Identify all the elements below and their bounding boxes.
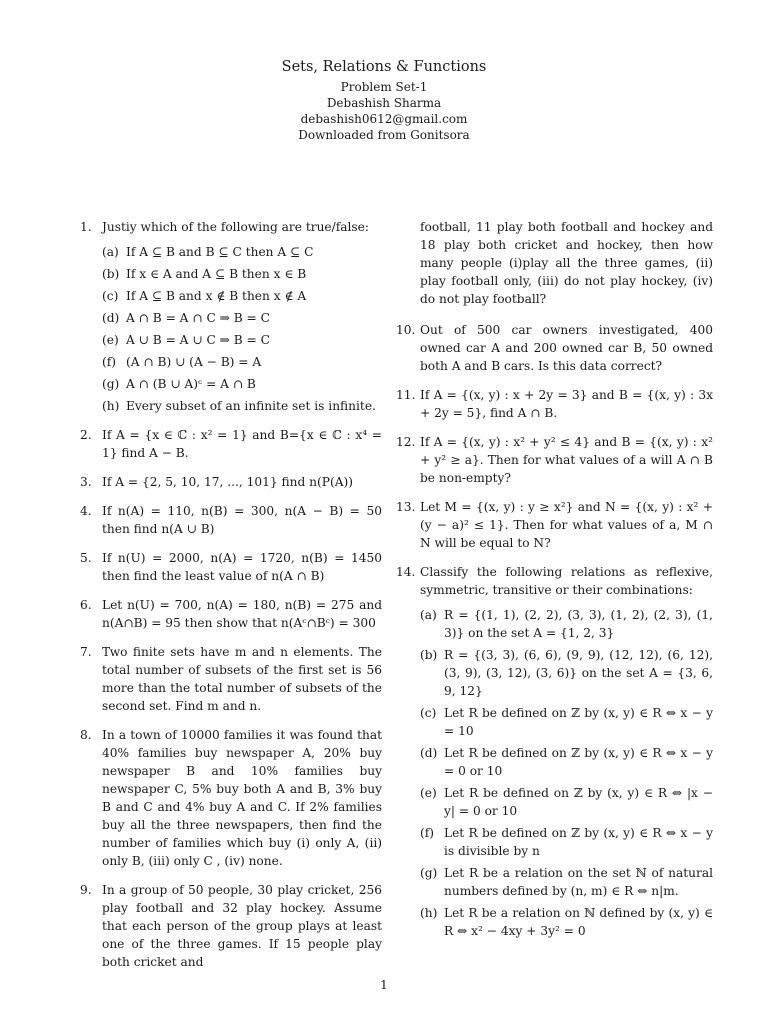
problem-text: Two finite sets have m and n elements. The total number of subsets of the first set is 56 more than the total number of subsets of the second set. Find m and n.: [102, 645, 382, 713]
author-name: Debashish Sharma: [326, 96, 442, 110]
problem-14-part-d: [420, 744, 713, 780]
problem-5: [80, 549, 382, 585]
problem-1: [80, 218, 382, 415]
problem-14-part-b: [420, 646, 713, 700]
left-column: [80, 218, 382, 982]
problem-number: 2.: [80, 428, 92, 442]
problem-14-part-g: [420, 864, 713, 900]
part-text: Let R be defined on ℤ by (x, y) ∈ R ⇔ x − y = 10: [444, 706, 713, 738]
problem-8: [80, 726, 382, 870]
problem-number: 14.: [396, 565, 416, 579]
problem-13: [398, 498, 713, 552]
right-column: [398, 218, 713, 951]
problem-14-part-a: [420, 606, 713, 642]
problem-10: [398, 321, 713, 375]
problem-number: 9.: [80, 883, 92, 897]
problem-1-part-f: [102, 353, 382, 371]
part-text: Let R be a relation on ℕ defined by (x, y) ∈ R ⇔ x² − 4xy + 3y² = 0: [444, 906, 713, 938]
problem-set-label: Problem Set-1: [340, 80, 428, 94]
part-text: A ∪ B = A ∪ C ⇒ B = C: [126, 333, 270, 347]
author-email: debashish0612@gmail.com: [300, 112, 468, 126]
part-text: (A ∩ B) ∪ (A − B) = A: [126, 355, 262, 369]
problem-7: [80, 643, 382, 715]
part-label: (e): [102, 333, 119, 347]
problem-text: Let M = {(x, y) : y ≥ x²} and N = {(x, y) : x² + (y − a)² ≤ 1}. Then for what values of a, M ∩ N will be equal to N?: [420, 500, 713, 550]
problem-number: 8.: [80, 728, 92, 742]
part-text: Let R be defined on ℤ by (x, y) ∈ R ⇔ x − y is divisible by n: [444, 826, 713, 858]
part-text: R = {(1, 1), (2, 2), (3, 3), (1, 2), (2, 3), (1, 3)} on the set A = {1, 2, 3}: [444, 608, 713, 640]
part-text: Every subset of an infinite set is infinite.: [126, 399, 376, 413]
problem-number: 12.: [396, 435, 416, 449]
problem-number: 1.: [80, 220, 92, 234]
problem-11: [398, 386, 713, 422]
part-label: (c): [420, 706, 437, 720]
problem-text: If A = {2, 5, 10, 17, ..., 101} find n(P(A)): [102, 475, 354, 489]
part-label: (h): [420, 906, 438, 920]
problem-number: 6.: [80, 598, 92, 612]
problem-number: 10.: [396, 323, 416, 337]
part-label: (b): [420, 648, 438, 662]
problem-text: If n(U) = 2000, n(A) = 1720, n(B) = 1450 then find the least value of n(A ∩ B): [102, 551, 382, 583]
problem-text: If A = {x ∈ ℂ : x² = 1} and B={x ∈ ℂ : x⁴ = 1} find A − B.: [102, 428, 382, 460]
part-label: (d): [102, 311, 120, 325]
problem-text: In a town of 10000 families it was found that 40% families buy newspaper A, 20% buy newspaper B and 10% families buy newspaper C, 5% buy both A and B, 3% buy B and C and 4% buy A and C. If 2% families buy all the three newspapers, then find the number of families which buy (i) only A, (ii) only B, (iii) only C , (iv) none.: [102, 728, 382, 868]
part-label: (a): [102, 245, 119, 259]
part-label: (g): [102, 377, 120, 391]
problem-6: [80, 596, 382, 632]
problem-text: Justiy which of the following are true/false:: [102, 220, 369, 234]
part-text: If x ∈ A and A ⊆ B then x ∈ B: [126, 267, 307, 281]
part-label: (f): [102, 355, 117, 369]
document-header: [0, 58, 768, 143]
problem-9: [80, 881, 382, 971]
page-number: 1: [380, 978, 388, 992]
problem-text: Classify the following relations as reflexive, symmetric, transitive or their combinations:: [420, 565, 713, 597]
problem-1-part-h: [102, 397, 382, 415]
problem-number: 3.: [80, 475, 92, 489]
part-text: R = {(3, 3), (6, 6), (9, 9), (12, 12), (6, 12), (3, 9), (3, 12), (3, 6)} on the set A = {3, 6, 9, 12}: [444, 648, 713, 698]
problem-text: If n(A) = 110, n(B) = 300, n(A − B) = 50 then find n(A ∪ B): [102, 504, 382, 536]
problem-number: 5.: [80, 551, 92, 565]
part-label: (a): [420, 608, 437, 622]
problem-number: 13.: [396, 500, 416, 514]
source-note: Downloaded from Gonitsora: [298, 128, 470, 142]
part-label: (b): [102, 267, 120, 281]
part-text: Let R be defined on ℤ by (x, y) ∈ R ⇔ |x − y| = 0 or 10: [444, 786, 713, 818]
part-label: (h): [102, 399, 120, 413]
problem-14-part-h: [420, 904, 713, 940]
part-text: A ∩ (B ∪ A)ᶜ = A ∩ B: [126, 377, 256, 391]
problem-3: [80, 473, 382, 491]
part-text: Let R be a relation on the set ℕ of natural numbers defined by (n, m) ∈ R ⇔ n|m.: [444, 866, 713, 898]
part-label: (e): [420, 786, 437, 800]
problem-text: If A = {(x, y) : x + 2y = 3} and B = {(x, y) : 3x + 2y = 5}, find A ∩ B.: [420, 388, 713, 420]
part-label: (d): [420, 746, 438, 760]
problem-1-part-c: [102, 287, 382, 305]
part-label: (c): [102, 289, 119, 303]
part-label: (f): [420, 826, 435, 840]
part-text: If A ⊆ B and B ⊆ C then A ⊆ C: [126, 245, 314, 259]
problem-1-part-g: [102, 375, 382, 393]
problem-text: If A = {(x, y) : x² + y² ≤ 4} and B = {(x, y) : x² + y² ≥ a}. Then for what values of a will A ∩ B be non-empty?: [420, 435, 713, 485]
problem-text: In a group of 50 people, 30 play cricket, 256 play football and 32 play hockey. Assume that each person of the group plays at least one of the three games. If 15 people play both cricket and: [102, 883, 382, 969]
problem-14-part-e: [420, 784, 713, 820]
problem-12: [398, 433, 713, 487]
problem-1-part-e: [102, 331, 382, 349]
part-text: If A ⊆ B and x ∉ B then x ∉ A: [126, 289, 307, 303]
problem-number: 4.: [80, 504, 92, 518]
problem-number: 7.: [80, 645, 92, 659]
problem-9-continuation: football, 11 play both football and hockey and 18 play both cricket and hockey, then how many people (i)play all the three games, (ii) play football only, (iii) do not play hockey, (iv) do not play football?: [420, 220, 713, 306]
problem-number: 11.: [396, 388, 416, 402]
part-label: (g): [420, 866, 438, 880]
problem-text: Let n(U) = 700, n(A) = 180, n(B) = 275 and n(A∩B) = 95 then show that n(Aᶜ∩Bᶜ) = 300: [102, 598, 382, 630]
part-text: A ∩ B = A ∩ C ⇒ B = C: [126, 311, 270, 325]
problem-text: Out of 500 car owners investigated, 400 owned car A and 200 owned car B, 50 owned both A and B cars. Is this data correct?: [420, 323, 713, 373]
part-text: Let R be defined on ℤ by (x, y) ∈ R ⇔ x − y = 0 or 10: [444, 746, 713, 778]
document-title: Sets, Relations & Functions: [281, 59, 487, 75]
problem-2: [80, 426, 382, 462]
problem-1-part-a: [102, 243, 382, 261]
problem-1-part-b: [102, 265, 382, 283]
problem-1-part-d: [102, 309, 382, 327]
problem-14-part-c: [420, 704, 713, 740]
problem-14: [398, 563, 713, 940]
problem-14-part-f: [420, 824, 713, 860]
problem-4: [80, 502, 382, 538]
